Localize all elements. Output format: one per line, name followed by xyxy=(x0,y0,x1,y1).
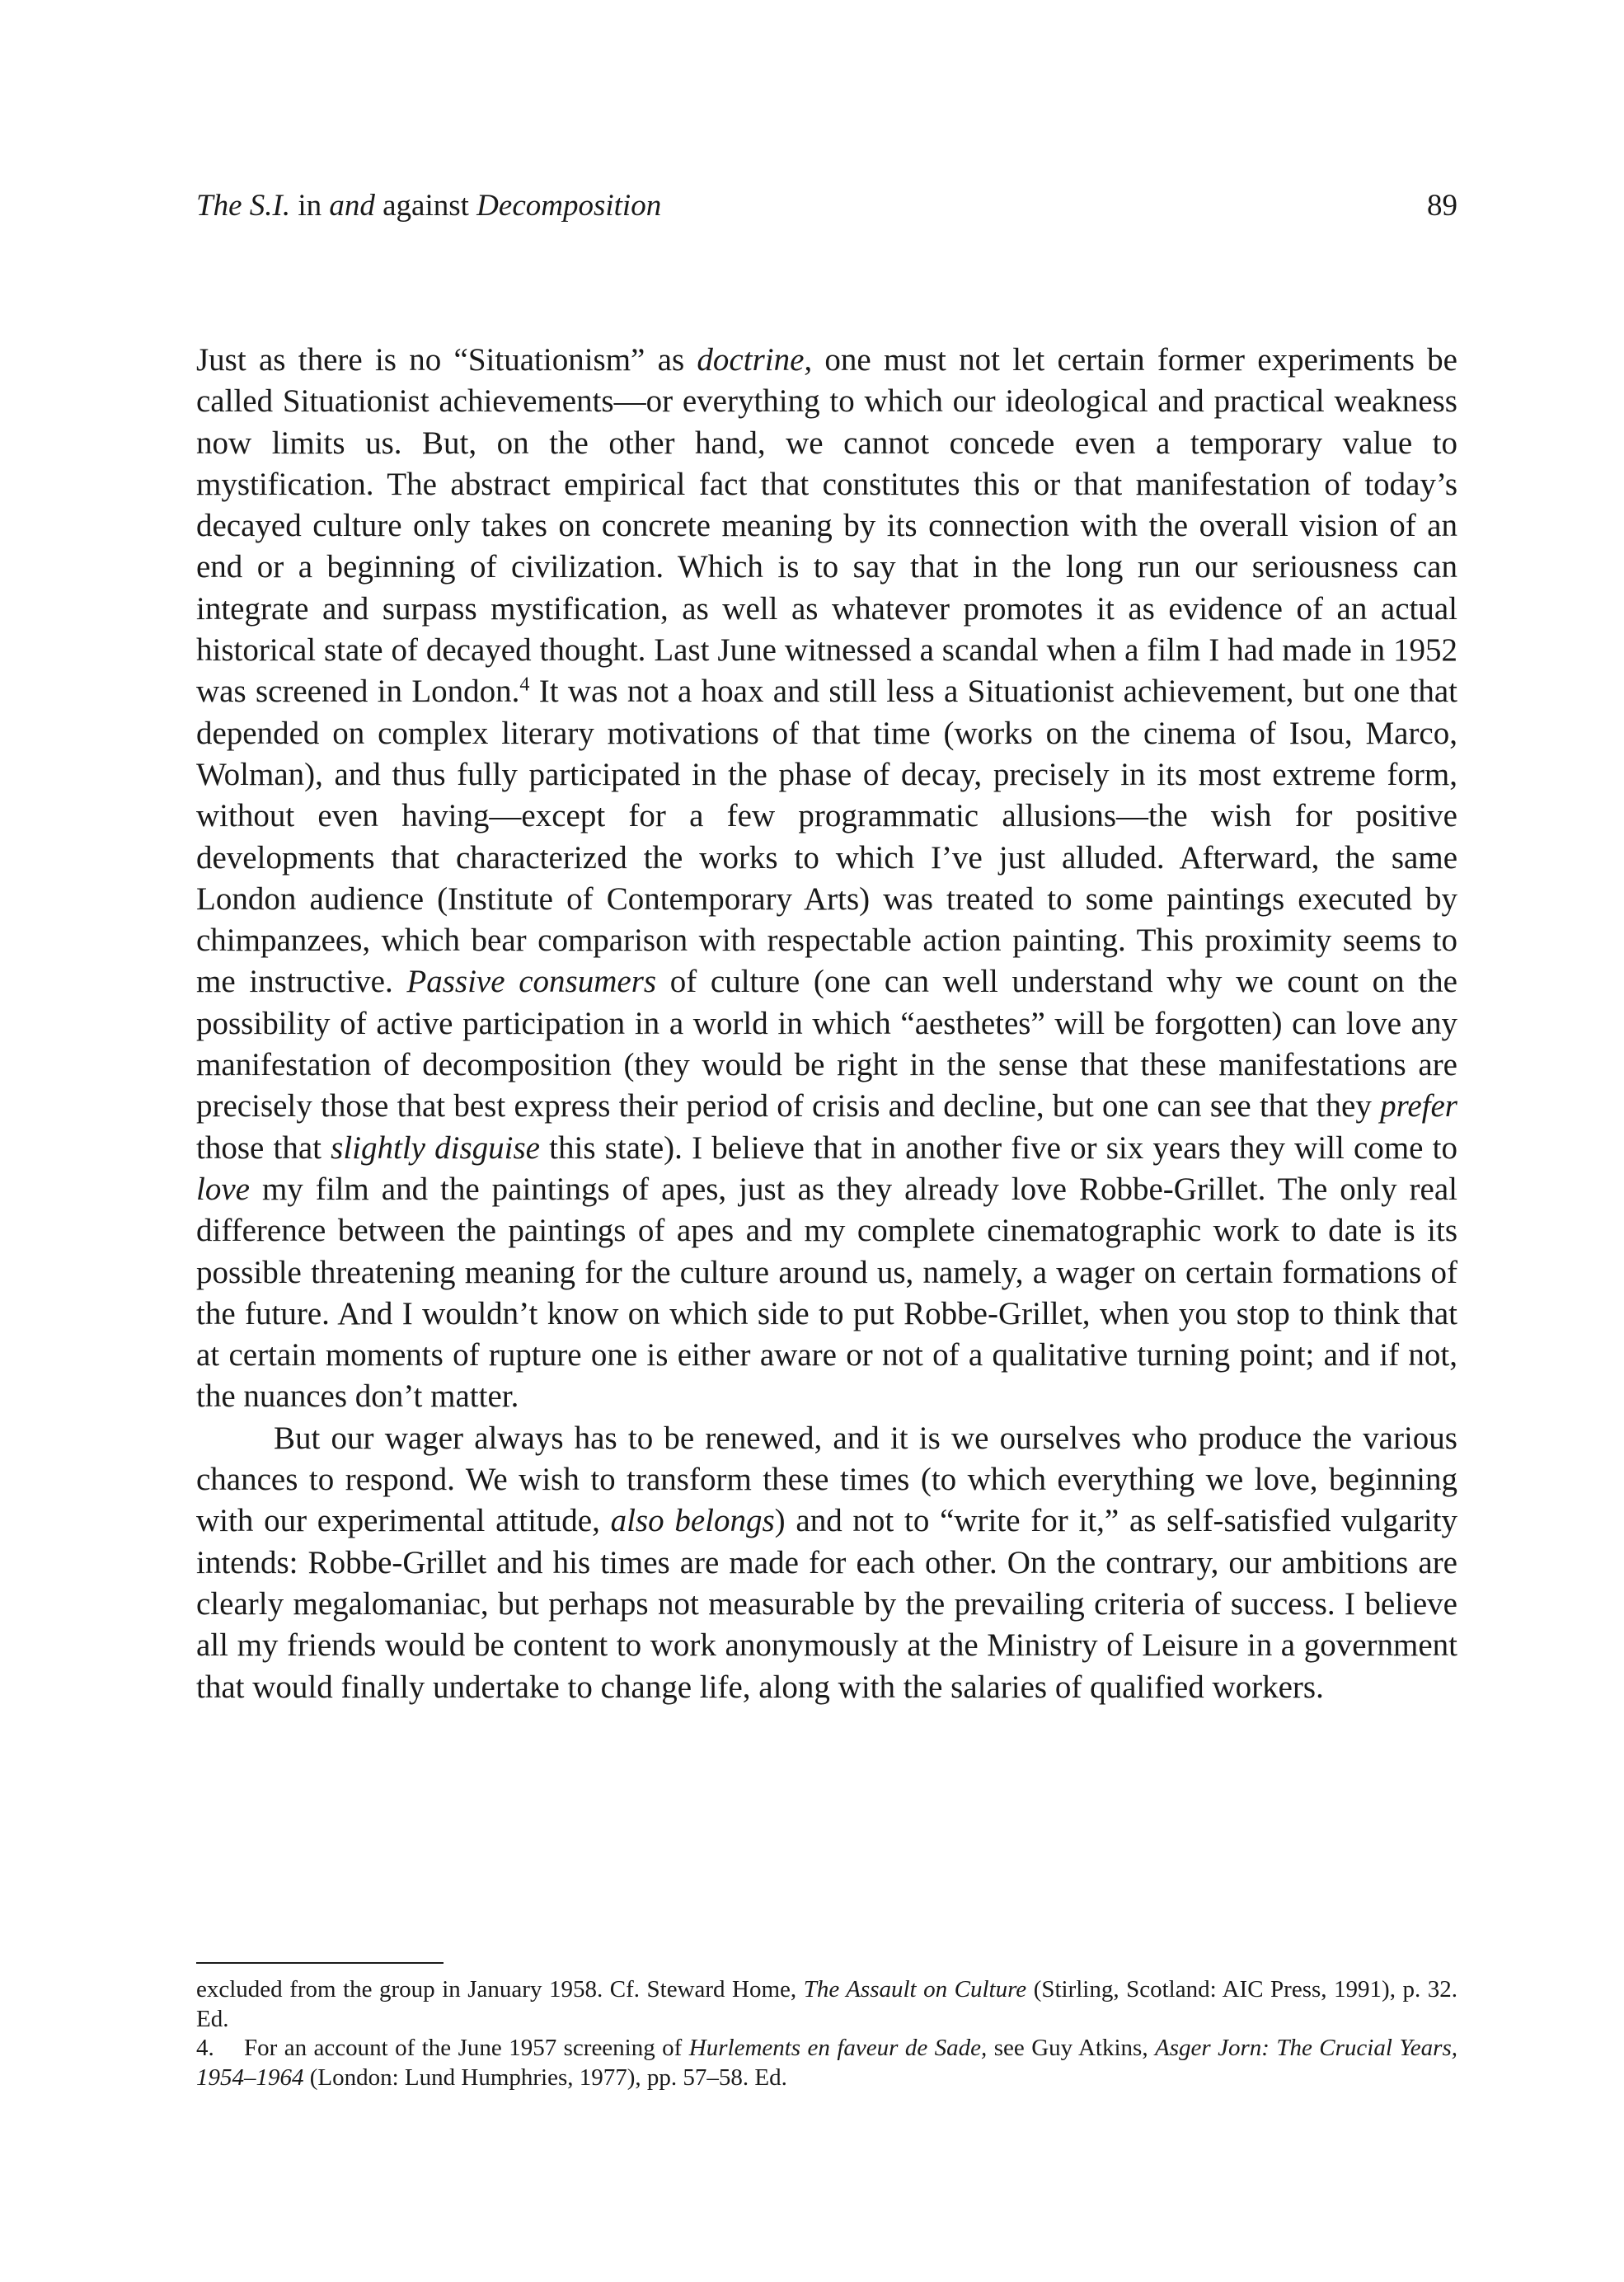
italic-run: The Assault on Culture xyxy=(803,1976,1027,2003)
text-run: For an account of the June 1957 screening of xyxy=(244,2035,689,2061)
text-run: this state). I believe that in another five or six years they will come to xyxy=(540,1129,1457,1166)
text-run: one must not let certain former experiments be called Situationist achievements—or everything to which our ideological and practical weakness now limits us. But, on the other hand, we cannot concede even a temporary value to mystification. The abstract empirical fact that constitutes this or that manifestation of today’s decayed culture only takes on concrete meaning by its connection with the overall vision of an end or a beginning of civilization. Which is to say that in the long run our seriousness can integrate and surpass mystification, as well as whatever promotes it as evidence of an actual historical state of decayed thought. Last June witnessed a scandal when a film I had made in 1952 was screened in London. xyxy=(196,342,1457,710)
italic-run: love xyxy=(196,1171,250,1207)
italic-run: Asger Jorn: The Crucial Years, 1954–1964 xyxy=(196,2035,1458,2091)
title-part: against xyxy=(374,189,477,223)
text-run: see Guy Atkins, xyxy=(987,2035,1156,2061)
main-text xyxy=(196,340,1457,1708)
text-run: But our wager always has to be renewed, and it is we ourselves who produce the various chances to respond. We wish to transform these times (to which everything we love, beginning with our experimental attitude, xyxy=(196,1420,1457,1539)
footnote xyxy=(196,2034,1457,2092)
title-part: in xyxy=(290,189,330,223)
paragraph xyxy=(196,340,1457,1418)
text-run: Just as there is no “Situationism” as xyxy=(196,342,697,378)
running-head-title xyxy=(196,183,661,229)
footnote xyxy=(196,1975,1457,2034)
italic-run: slightly disguise xyxy=(331,1129,540,1166)
text-run: (Stirling, Scotland: AIC Press, 1991), p. 32. Ed. xyxy=(196,1976,1457,2032)
footnote-number: 4. xyxy=(196,2035,214,2061)
italic-run: doctrine, xyxy=(697,342,813,378)
text-run: (London: Lund Humphries, 1977), pp. 57–58. Ed. xyxy=(303,2064,787,2091)
italic-run: Passive consumers xyxy=(406,964,657,1000)
paragraph xyxy=(196,1418,1457,1708)
italic-run: also belongs xyxy=(610,1503,775,1539)
italic-run: Hurlements en faveur de Sade, xyxy=(688,2035,988,2061)
text-run: ) and not to “write for it,” as self-satisfied vulgarity intends: Robbe-Grillet and his times are made for each other. On the contrary, our ambitions are clearly megalomaniac, but perhaps not measurable by the prevailing criteria of success. I believe all my friends would be content to work anonymously at the Ministry of Leisure in a government that would finally undertake to change life, along with the salaries of qualified workers. xyxy=(196,1503,1457,1705)
footnote-rule xyxy=(196,1962,444,1964)
text-run: my film and the paintings of apes, just as they already love Robbe-Grillet. The only real difference between the paintings of apes and my complete cinematographic work to date is its possible threatening meaning for the culture around us, namely, a wager on certain formations of the future. And I wouldn’t know on which side to put Robbe-Grillet, when you stop to think that at certain moments of rupture one is either aware or not of a qualitative turning point; and if not, the nuances don’t matter. xyxy=(196,1171,1457,1415)
text-run: excluded from the group in January 1958. Cf. Steward Home, xyxy=(196,1976,804,2003)
title-part: Decomposition xyxy=(476,189,662,223)
italic-run: prefer xyxy=(1380,1088,1457,1125)
footnote-ref: 4 xyxy=(519,674,530,697)
text-run: It was not a hoax and still less a Situationist achievement, but one that depended on complex literary motivations of that time (works on the cinema of Isou, Marco, Wolman), and thus fully participated in the phase of decay, precisely in its most extreme form, without even having—except for a few programmatic allusions—the wish for positive developments that characterized the works to which I’ve just alluded. Afterward, the same London audience (Institute of Contemporary Arts) was treated to some paintings executed by chimpanzees, which bear comparison with respectable action painting. This proximity seems to me instructive. xyxy=(196,674,1457,1000)
page-number: 89 xyxy=(1427,189,1457,223)
text-run: of culture (one can well understand why we count on the possibility of active participation in a world in which “aesthetes” will be forgotten) can love any manifestation of decomposition (they would be right in the sense that these manifestations are precisely those that best express their period of crisis and decline, but one can see that they xyxy=(196,964,1457,1125)
title-part: and xyxy=(329,189,375,223)
title-part: The S.I. xyxy=(196,189,291,223)
text-run: those that xyxy=(196,1129,331,1166)
running-head xyxy=(196,183,1457,229)
footnotes xyxy=(196,1975,1457,2092)
